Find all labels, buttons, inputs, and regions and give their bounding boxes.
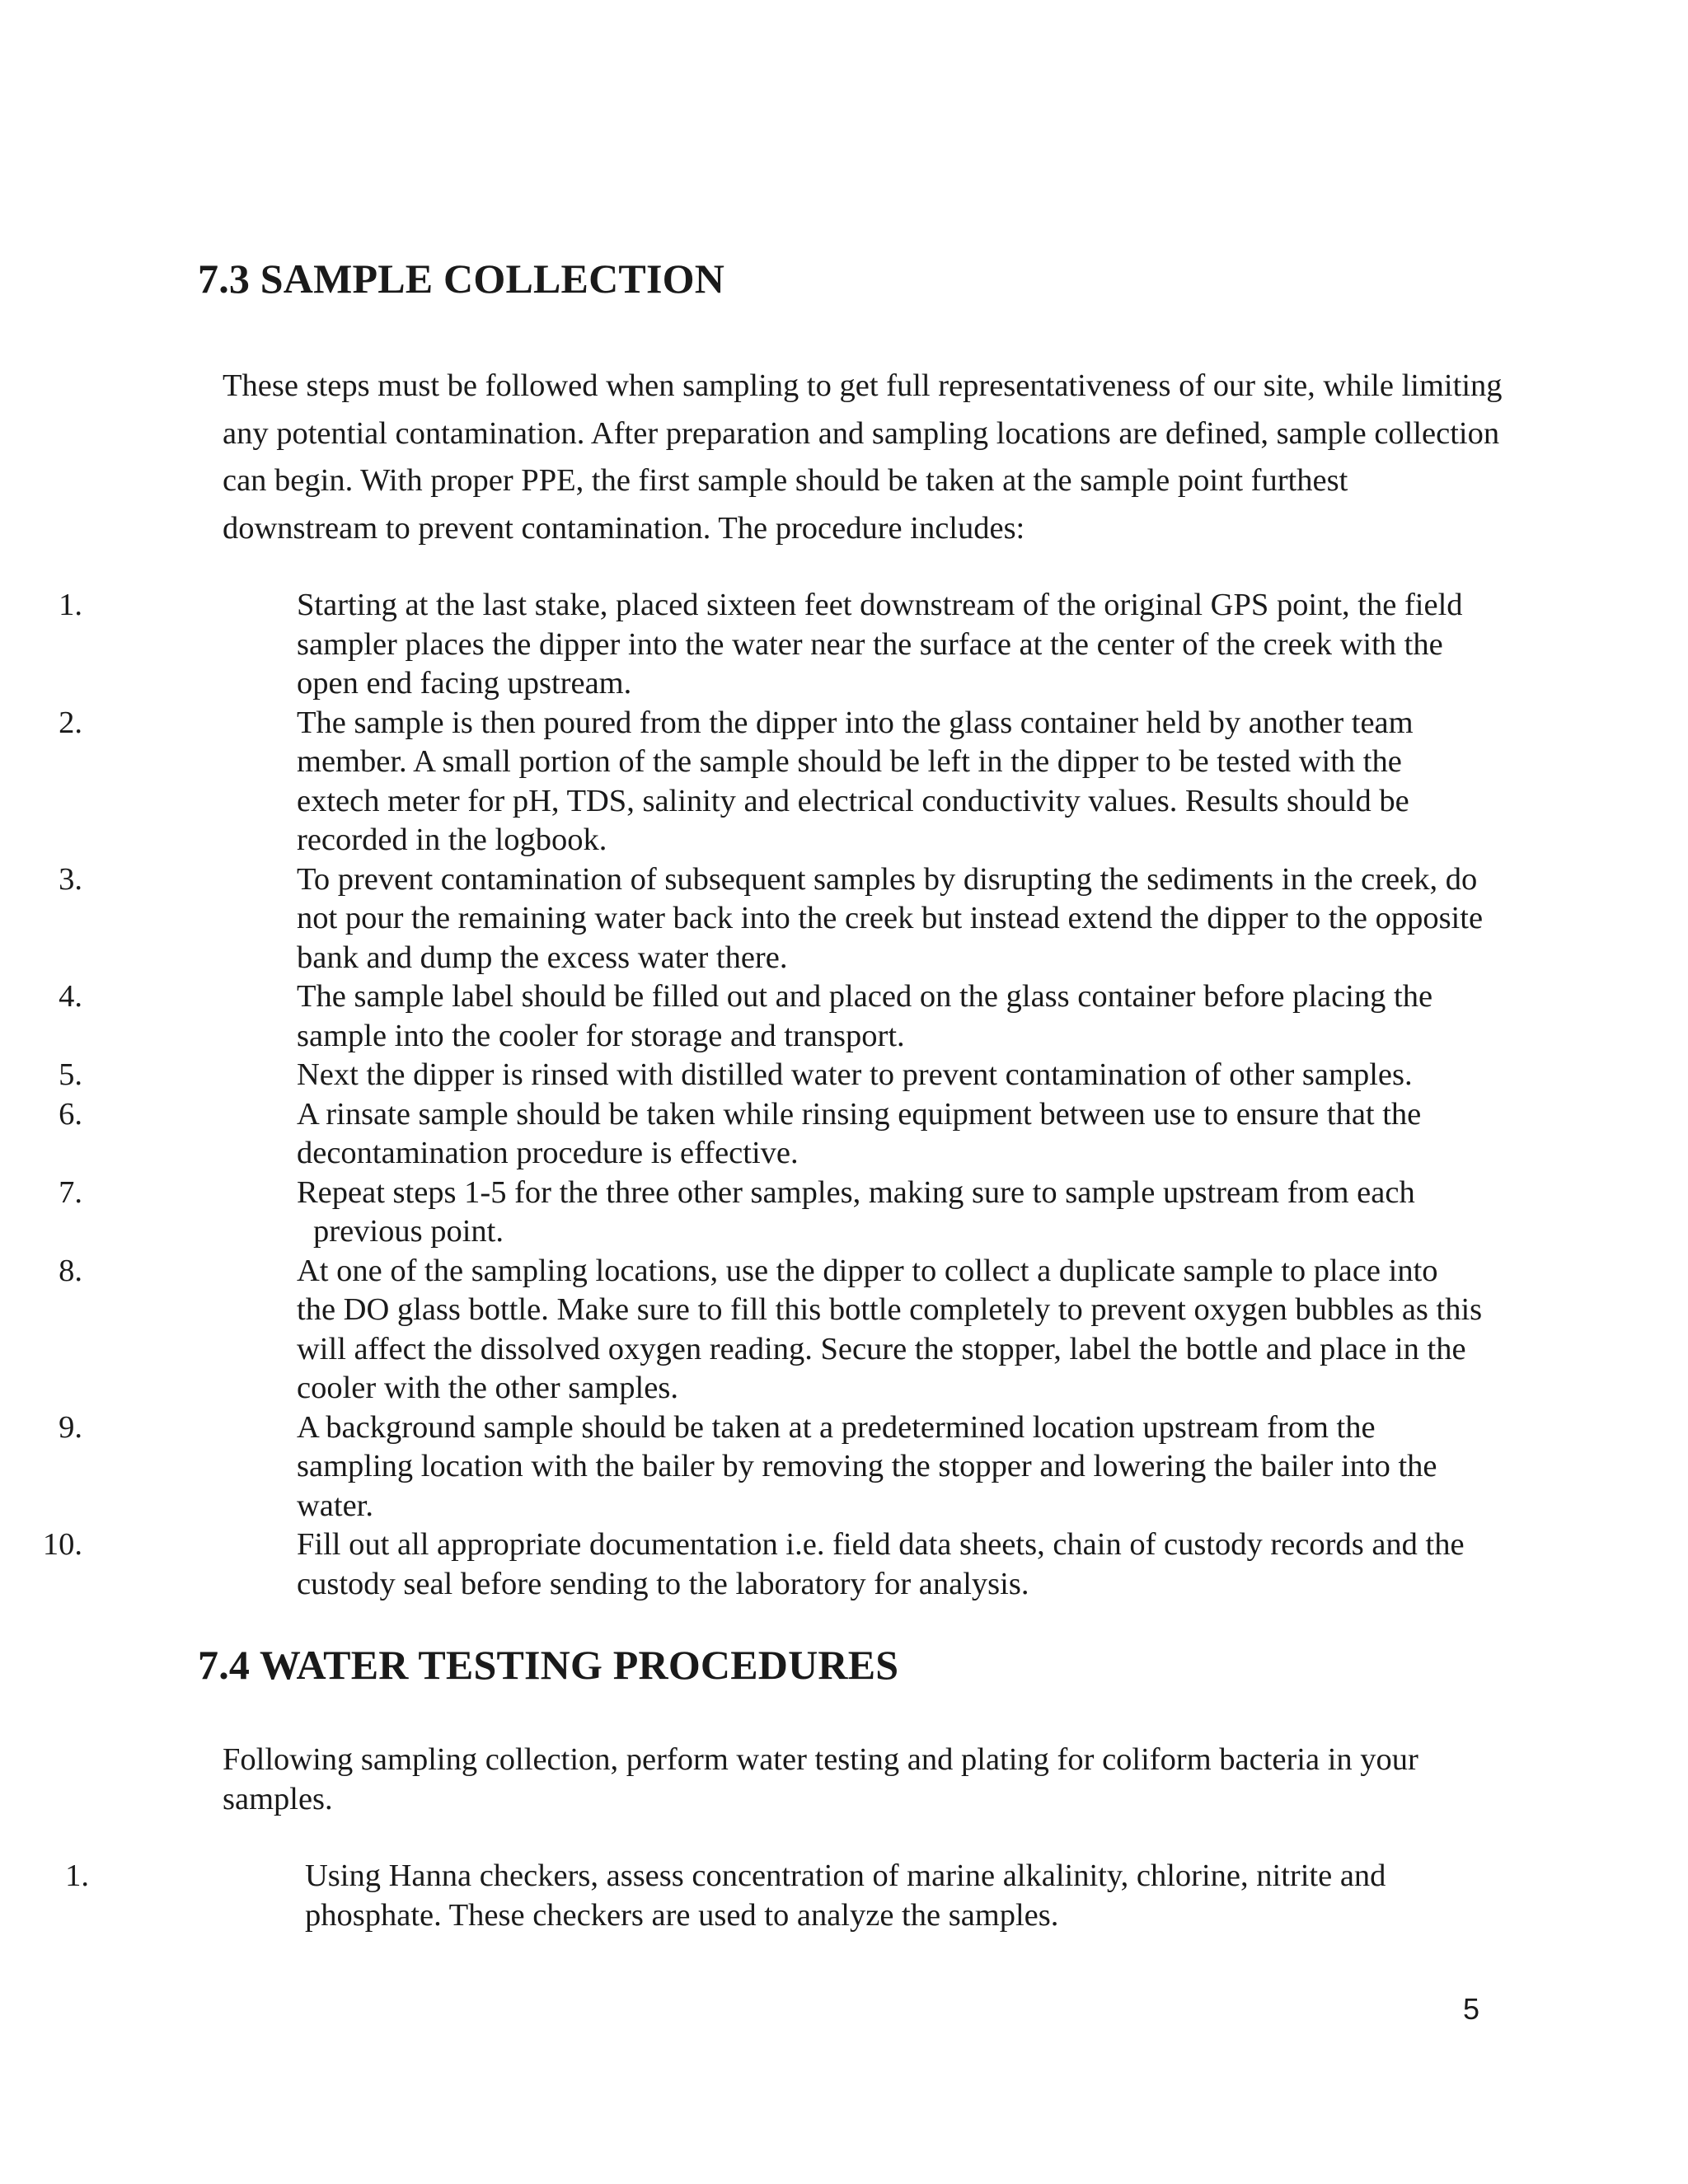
sample-collection-intro: These steps must be followed when sampling to get full representativeness of our site, while limiting any potential contamination. After preparation and sampling locations are defined, sample collection can begin. With proper PPE, the first sample should be taken at the sample point furthest downstream to prevent contamination. The procedure includes: [223,368,1503,546]
list-item [0,977,1484,1056]
step-number: 10. [42,1527,82,1562]
step-text: Repeat steps 1-5 for the three other samples, making sure to sample upstream from each [297,1174,1415,1210]
step-text: A rinsate sample should be taken while rinsing equipment between use to ensure that the decontamination procedure is effective. [297,1096,1422,1170]
step-text: Starting at the last stake, placed sixteen feet downstream of the original GPS point, the field sampler places the dipper into the water near the surface at the center of the creek with the open end facing upstream. [297,588,1463,701]
step-text-continuation: previous point. [313,1214,504,1249]
step-text: The sample label should be filled out and placed on the glass container before placing the sample into the cooler for storage and transport. [297,979,1433,1053]
list-item [0,860,1484,978]
list-item [0,1408,1484,1526]
step-number: 7. [59,1174,82,1210]
step-text: The sample is then poured from the dipper into the glass container held by another team member. A small portion of the sample should be left in the dipper to be tested with the extech meter for pH, TDS, salinity and electrical conductivity values. Results should be recorded in the logbook. [297,705,1414,857]
step-number: 6. [59,1096,82,1132]
water-testing-steps [0,1857,1475,1935]
step-text: A background sample should be taken at a predetermined location upstream from the sampling location with the bailer by removing the stopper and lowering the bailer into the water. [297,1409,1437,1523]
step-number: 1. [65,1858,89,1893]
step-text: At one of the sampling locations, use the dipper to collect a duplicate sample to place into the DO glass bottle. Make sure to fill this bottle completely to prevent oxygen bubbles as this will affect the dissolved oxygen reading. Secure the stopper, label the bottle and place in the cooler with the other samples. [297,1253,1483,1405]
step-number: 4. [59,979,82,1014]
list-item [0,1526,1484,1604]
list-item [0,1174,1484,1252]
list-item [0,586,1484,704]
step-text: Fill out all appropriate documentation i.e. field data sheets, chain of custody records and the custody seal before sending to the laboratory for analysis. [297,1527,1465,1601]
list-item [0,1857,1475,1935]
page-number: 5 [1463,1992,1480,2026]
list-item [0,1056,1484,1095]
step-number: 5. [59,1057,82,1092]
step-number: 3. [59,861,82,897]
list-item [0,1252,1484,1408]
step-text: Next the dipper is rinsed with distilled water to prevent contamination of other samples. [297,1057,1413,1092]
step-number: 8. [59,1253,82,1288]
section-heading-water-testing: 7.4 WATER TESTING PROCEDURES [198,1642,899,1688]
step-text: Using Hanna checkers, assess concentration of marine alkalinity, chlorine, nitrite and phosphate. These checkers are used to analyze the samples. [305,1858,1386,1933]
list-item [0,1095,1484,1174]
water-testing-intro: Following sampling collection, perform water testing and plating for coliform bacteria in your samples. [223,1742,1418,1816]
section-heading-sample-collection: 7.3 SAMPLE COLLECTION [198,255,725,302]
sample-collection-steps [0,586,1484,1604]
list-item [0,704,1484,860]
step-number: 2. [59,705,82,740]
step-number: 9. [59,1409,82,1445]
step-text: To prevent contamination of subsequent samples by disrupting the sediments in the creek, do not pour the remaining water back into the creek but instead extend the dipper to the opposite bank and dump the excess water there. [297,861,1484,975]
step-number: 1. [59,588,82,622]
